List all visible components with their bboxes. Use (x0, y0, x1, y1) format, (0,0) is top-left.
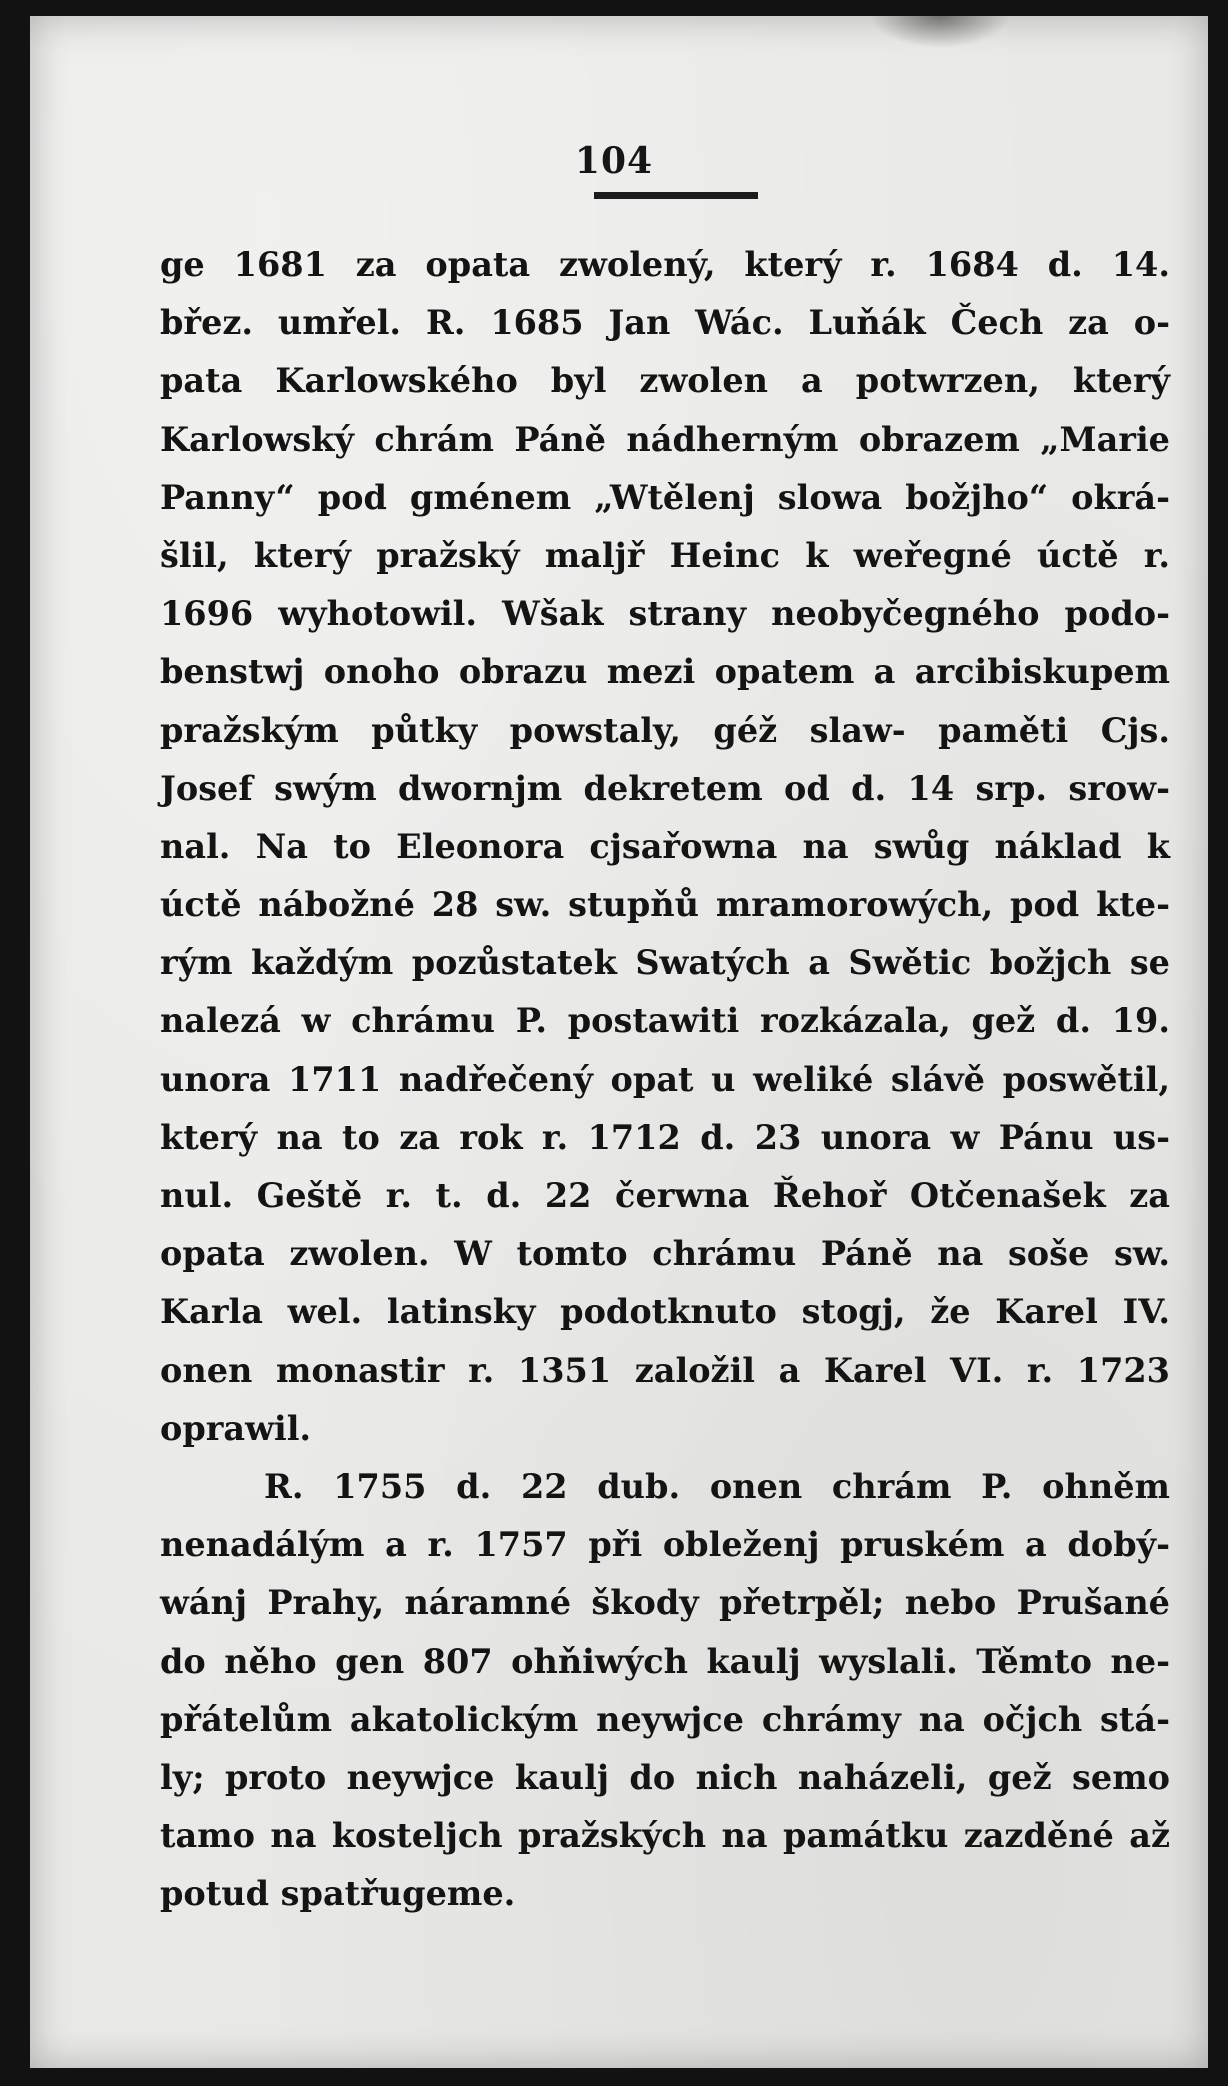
text-line: ge 1681 za opata zwolený, který r. 1684 d. 14. (160, 245, 1170, 284)
text-line: pata Karlowského byl zwolen a potwrzen, který (160, 361, 1170, 401)
text-line: 1696 wyhotowil. Wšak strany neobyčegného podo- (160, 594, 1170, 634)
text-line: ly; proto neywjce kaulj do nich naházeli, gež semo (160, 1757, 1170, 1797)
text-line: Karla wel. latinsky podotknuto stogj, že Karel IV. (160, 1292, 1170, 1332)
text-line: benstwj onoho obrazu mezi opatem a arcibiskupem (160, 652, 1170, 692)
text-line: unora 1711 nadřečený opat u weliké slávě poswětil, (160, 1059, 1170, 1099)
text-line: pražským půtky powstaly, géž slaw- paměti Cjs. (160, 710, 1170, 750)
text-line: wánj Prahy, náramné škody přetrpěl; nebo Prušané (160, 1583, 1170, 1623)
text-line: rým každým pozůstatek Swatých a Swětic božjch se (160, 943, 1170, 983)
text-line: šlil, který pražský maljř Heinc k weřegné úctě r. (160, 535, 1170, 575)
text-line: Panny“ pod gménem „Wtělenj slowa božjho“ okrá- (160, 477, 1170, 517)
text-line: do něho gen 807 ohňiwých kaulj wyslali. Těmto ne- (160, 1641, 1170, 1681)
page-number-rule (594, 192, 758, 199)
text-line: nalezá w chrámu P. postawiti rozkázala, gež d. 19. (160, 1001, 1170, 1041)
text-line: tamo na kosteljch pražských na památku zazděné až (160, 1816, 1170, 1856)
text-line: opata zwolen. W tomto chrámu Páně na soše sw. (160, 1234, 1170, 1274)
text-line: úctě nábožné 28 sw. stupňů mramorowých, pod kte- (160, 885, 1170, 925)
text-line: potud spatřugeme. (160, 1874, 516, 1914)
text-line: nal. Na to Eleonora cjsařowna na swůg náklad k (160, 826, 1170, 866)
text-line: Josef swým dwornjm dekretem od d. 14 srp. srow- (160, 768, 1170, 808)
text-line: onen monastir r. 1351 založil a Karel VI. r. 1723 (160, 1350, 1170, 1390)
text-line: který na to za rok r. 1712 d. 23 unora w Pánu us- (160, 1117, 1170, 1157)
body-text (160, 236, 1170, 1923)
text-line: R. 1755 d. 22 dub. onen chrám P. ohněm (264, 1466, 1170, 1506)
text-line: Karlowský chrám Páně nádherným obrazem „Marie (160, 419, 1170, 459)
binding-shadow (870, 16, 1010, 48)
page-number: 104 (574, 140, 654, 182)
text-line: oprawil. (160, 1408, 312, 1448)
text-line: břez. umřel. R. 1685 Jan Wác. Luňák Čech za o- (160, 303, 1170, 343)
text-line: přátelům akatolickým neywjce chrámy na očjch stá- (160, 1699, 1170, 1739)
text-line: nul. Geště r. t. d. 22 čerwna Řehoř Otčenašek za (160, 1176, 1170, 1215)
text-line: nenadálým a r. 1757 při obleženj pruském a dobý- (160, 1525, 1170, 1565)
